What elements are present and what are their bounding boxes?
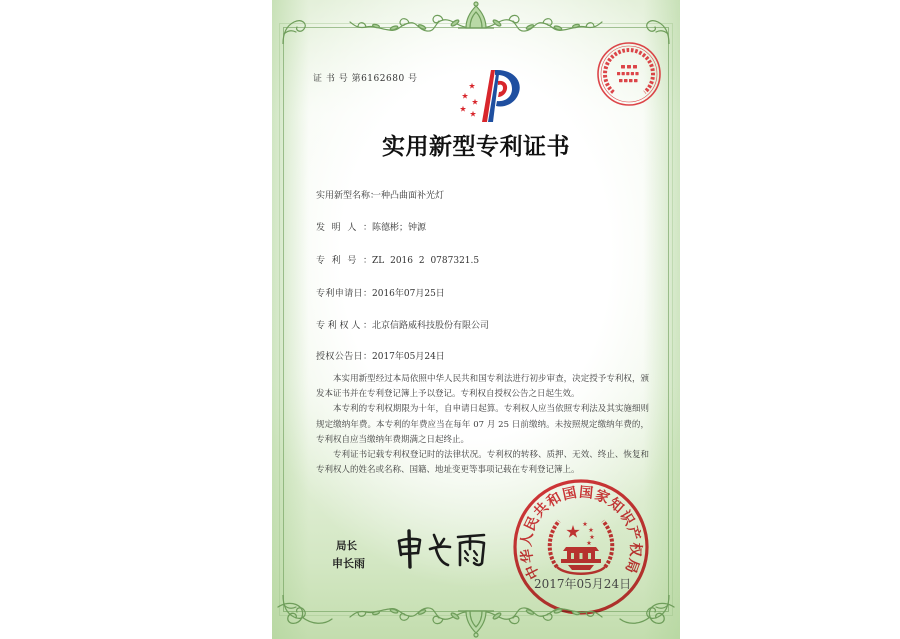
director-name: 申长雨 (332, 557, 365, 570)
seal-date: 2017年05月24日 (534, 577, 632, 591)
field-value: ZL 2016 2 0787321.5 (372, 256, 480, 266)
field-value: 北京信路威科技股份有限公司 (372, 321, 490, 331)
notice-paragraph: 本专利的专利权期限为十年，自申请日起算。专利权人应当依照专利法及其实施细则规定缴纳年费。本专利的年费应当在每年 07 月 25 日前缴纳。未按照规定缴纳年费的，专利权自应当缴纳年费期满之日起终止。 (316, 404, 649, 445)
field-value: 2016年07月25日 (372, 289, 445, 299)
field-row-patent-number (316, 255, 479, 267)
field-row-application-date (316, 288, 445, 300)
field-value: 一种凸曲面补光灯 (372, 191, 445, 201)
seal-ring-text: 中华人民共和国国家知识产权局 (518, 484, 644, 582)
director-title: 局长 (336, 540, 357, 552)
patent-certificate (272, 0, 680, 639)
page-title: 实用新型专利证书 (382, 133, 570, 160)
field-value: 陈德彬；钟源 (372, 223, 427, 233)
red-stamp-icon (596, 41, 662, 107)
certificate-number: 证 书 号 第6162680 号 (313, 74, 418, 84)
field-label: 专利号： (316, 256, 372, 266)
top-border-ornament (272, 0, 680, 44)
field-label: 发明人： (316, 223, 372, 233)
bottom-border-ornament (272, 595, 680, 639)
field-label: 专利申请日： (316, 289, 372, 299)
field-label: 专利权人： (316, 321, 372, 331)
patent-office-emblem-icon (448, 64, 528, 126)
legal-notice (316, 372, 649, 478)
handwritten-signature (396, 529, 488, 569)
field-row-grant-announcement-date (316, 351, 445, 363)
notice-paragraph: 专利证书记载专利权登记时的法律状况。专利权的转移、质押、无效、终止、恢复和专利权人的姓名或名称、国籍、地址变更等事项记载在专利登记簿上。 (316, 450, 649, 476)
field-label: 授权公告日： (316, 352, 372, 362)
notice-paragraph: 本实用新型经过本局依照中华人民共和国专利法进行初步审查，决定授予专利权，颁发本证书并在专利登记簿上予以登记。专利权自授权公告之日起生效。 (316, 374, 649, 400)
field-label: 实用新型名称： (316, 191, 380, 201)
field-value: 2017年05月24日 (372, 352, 445, 362)
field-row-patentee (316, 320, 489, 332)
field-row-utility-model-name (316, 190, 444, 202)
field-row-inventors (316, 222, 426, 234)
national-emblem-icon (550, 521, 613, 574)
